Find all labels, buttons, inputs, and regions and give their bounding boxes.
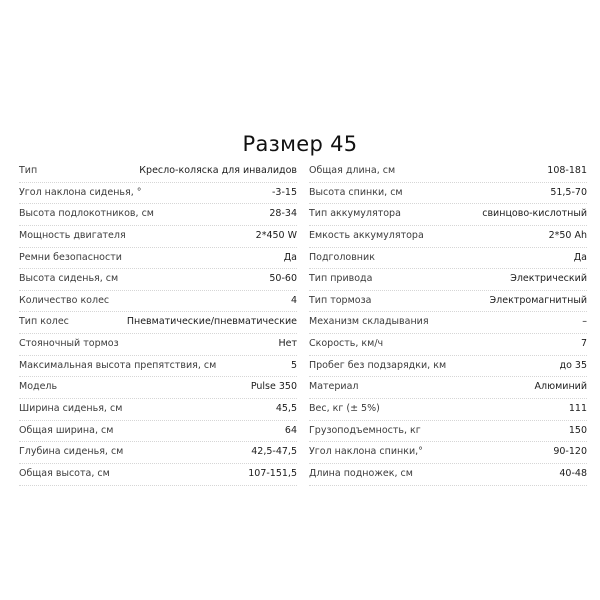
spec-label: Механизм складывания	[309, 316, 429, 328]
spec-label: Глубина сиденья, см	[19, 446, 124, 458]
spec-row	[309, 399, 587, 421]
spec-label: Угол наклона спинки,°	[309, 446, 423, 458]
spec-value: Алюминий	[531, 377, 587, 397]
spec-value: 90-120	[549, 442, 587, 462]
spec-value: Да	[570, 248, 587, 268]
spec-row	[19, 356, 297, 378]
spec-value: Да	[280, 248, 297, 268]
spec-row	[19, 334, 297, 356]
page-title: Размер 45	[242, 132, 358, 156]
spec-row	[19, 442, 297, 464]
spec-value: Пневматические/пневматические	[123, 312, 297, 332]
spec-row	[309, 226, 587, 248]
spec-row	[309, 464, 587, 486]
spec-row	[309, 442, 587, 464]
spec-label: Пробег без подзарядки, км	[309, 359, 447, 371]
spec-label: Максимальная высота препятствия, см	[19, 359, 217, 371]
spec-row	[19, 226, 297, 248]
spec-value: 45,5	[272, 399, 297, 419]
spec-value: Нет	[274, 334, 297, 354]
spec-value: 40-48	[555, 464, 587, 484]
spec-row	[309, 248, 587, 270]
spec-label: Высота спинки, см	[309, 186, 403, 198]
spec-value: -3-15	[268, 183, 297, 203]
spec-row	[19, 377, 297, 399]
spec-row	[309, 334, 587, 356]
spec-value: 108-181	[543, 161, 587, 181]
spec-row	[19, 269, 297, 291]
spec-value: 51,5-70	[546, 183, 587, 203]
spec-label: Ремни безопасности	[19, 251, 122, 263]
spec-label: Грузоподъемность, кг	[309, 424, 421, 436]
spec-row	[19, 421, 297, 443]
spec-row	[309, 183, 587, 205]
spec-value: свинцово-кислотный	[478, 204, 587, 224]
spec-label: Тип аккумулятора	[309, 208, 401, 220]
spec-row	[309, 312, 587, 334]
spec-row	[19, 399, 297, 421]
spec-value: Pulse 350	[247, 377, 297, 397]
spec-label: Общая длина, см	[309, 165, 396, 176]
specs-column-left	[19, 161, 297, 486]
spec-label: Тип	[19, 165, 38, 176]
spec-row	[19, 248, 297, 270]
spec-value: 150	[565, 421, 587, 441]
spec-value: 4	[287, 291, 297, 311]
spec-row	[19, 204, 297, 226]
spec-label: Модель	[19, 381, 58, 393]
spec-label: Высота подлокотников, см	[19, 208, 154, 220]
spec-label: Угол наклона сиденья, °	[19, 186, 142, 198]
spec-row	[309, 421, 587, 443]
spec-value: Кресло-коляска для инвалидов	[135, 161, 297, 181]
spec-value: 5	[287, 356, 297, 376]
spec-label: Стояночный тормоз	[19, 338, 119, 350]
spec-row	[309, 356, 587, 378]
spec-label: Длина подножек, см	[309, 467, 413, 479]
spec-row	[309, 291, 587, 313]
spec-value: Электромагнитный	[486, 291, 587, 311]
spec-value: 111	[565, 399, 587, 419]
spec-label: Тип тормоза	[309, 294, 372, 306]
spec-label: Тип колес	[19, 316, 69, 328]
spec-label: Скорость, км/ч	[309, 338, 384, 350]
spec-value: Электрический	[506, 269, 587, 289]
spec-label: Общая ширина, см	[19, 424, 114, 436]
spec-label: Мощность двигателя	[19, 229, 126, 241]
spec-row	[19, 291, 297, 313]
spec-value: 42,5-47,5	[247, 442, 297, 462]
spec-label: Материал	[309, 381, 359, 393]
spec-value: 107-151,5	[244, 464, 297, 484]
spec-value: 2*450 W	[252, 226, 297, 246]
spec-label: Тип привода	[309, 273, 373, 285]
spec-label: Вес, кг (± 5%)	[309, 403, 380, 415]
spec-value: 2*50 Ah	[545, 226, 587, 246]
spec-row	[309, 204, 587, 226]
spec-label: Емкость аккумулятора	[309, 229, 424, 241]
spec-label: Подголовник	[309, 251, 375, 263]
spec-value: 28-34	[265, 204, 297, 224]
spec-row	[19, 161, 297, 183]
spec-value: –	[578, 312, 587, 332]
spec-label: Ширина сиденья, см	[19, 403, 123, 415]
spec-row	[309, 161, 587, 183]
spec-row	[19, 464, 297, 486]
specs-column-right	[309, 161, 587, 486]
spec-row	[19, 183, 297, 205]
spec-value: до 35	[556, 356, 588, 376]
spec-label: Общая высота, см	[19, 467, 110, 479]
spec-row	[19, 312, 297, 334]
spec-label: Количество колес	[19, 294, 110, 306]
spec-value: 50-60	[265, 269, 297, 289]
spec-value: 64	[281, 421, 297, 441]
spec-label: Высота сиденья, см	[19, 273, 119, 285]
spec-row	[309, 377, 587, 399]
spec-row	[309, 269, 587, 291]
spec-value: 7	[577, 334, 587, 354]
